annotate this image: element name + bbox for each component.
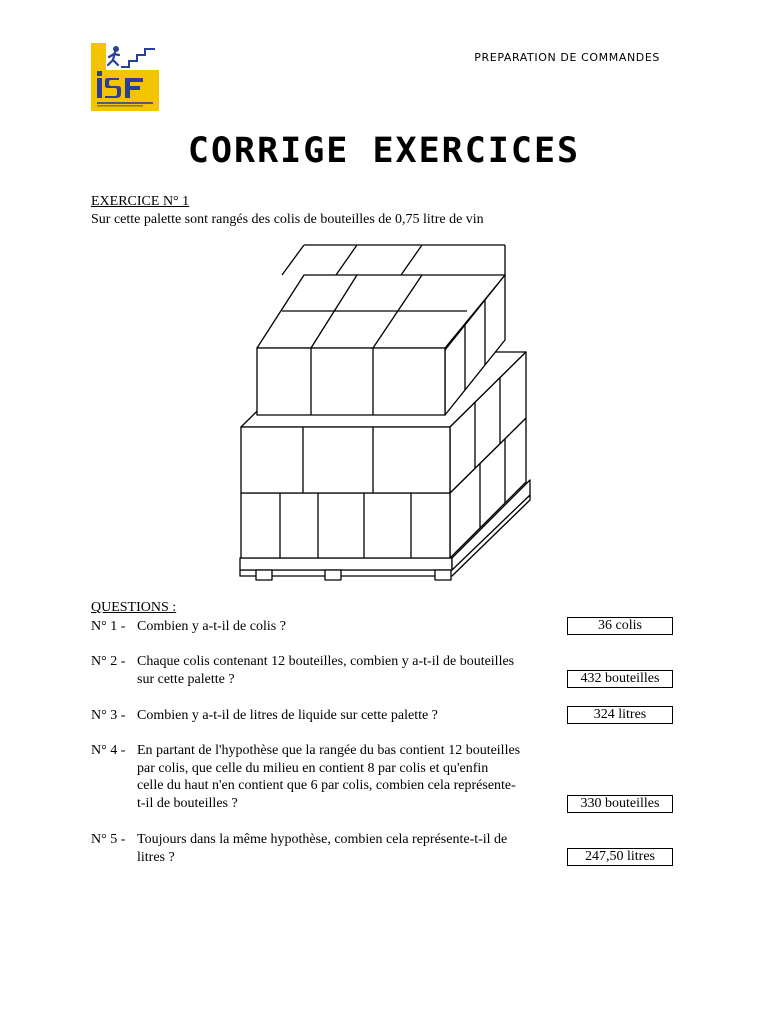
exercise-intro: Sur cette palette sont rangés des colis de bouteilles de 0,75 litre de vin <box>91 212 484 227</box>
question-text: Combien y a-t-il de colis ? <box>137 619 286 634</box>
question-number: N° 2 - <box>91 654 126 669</box>
header-subtitle: PREPARATION DE COMMANDES <box>474 51 660 64</box>
page-title: CORRIGE EXERCICES <box>187 131 581 171</box>
answer-box-4: 330 bouteilles <box>567 795 673 813</box>
question-text: Chaque colis contenant 12 bouteilles, combien y a-t-il de bouteilles sur cette palette ? <box>137 654 515 687</box>
logo-graphic <box>91 43 159 111</box>
answer-box-1: 36 colis <box>567 617 673 635</box>
isf-logo <box>91 43 159 111</box>
pallet-illustration <box>230 240 540 585</box>
question-number: N° 5 - <box>91 832 126 847</box>
answer-box-3: 324 litres <box>567 706 673 724</box>
question-text: Toujours dans la même hypothèse, combien cela représente-t-il de litres ? <box>137 832 508 865</box>
pallet-drawing <box>230 240 540 585</box>
question-number: N° 4 - <box>91 743 126 758</box>
question-number: N° 1 - <box>91 619 126 634</box>
questions-heading: QUESTIONS : <box>91 600 177 615</box>
question-text: En partant de l'hypothèse que la rangée du bas contient 12 bouteilles par colis, que celle du milieu en contient 8 par colis et qu'enfin celle du haut n'en contient que 6 par colis, combien cela représente- t-il de bouteilles ? <box>137 743 521 812</box>
answer-box-2: 432 bouteilles <box>567 670 673 688</box>
answer-box-5: 247,50 litres <box>567 848 673 866</box>
question-text: Combien y a-t-il de litres de liquide sur cette palette ? <box>137 708 438 723</box>
question-number: N° 3 - <box>91 708 126 723</box>
exercise-title: EXERCICE N° 1 <box>91 194 190 209</box>
